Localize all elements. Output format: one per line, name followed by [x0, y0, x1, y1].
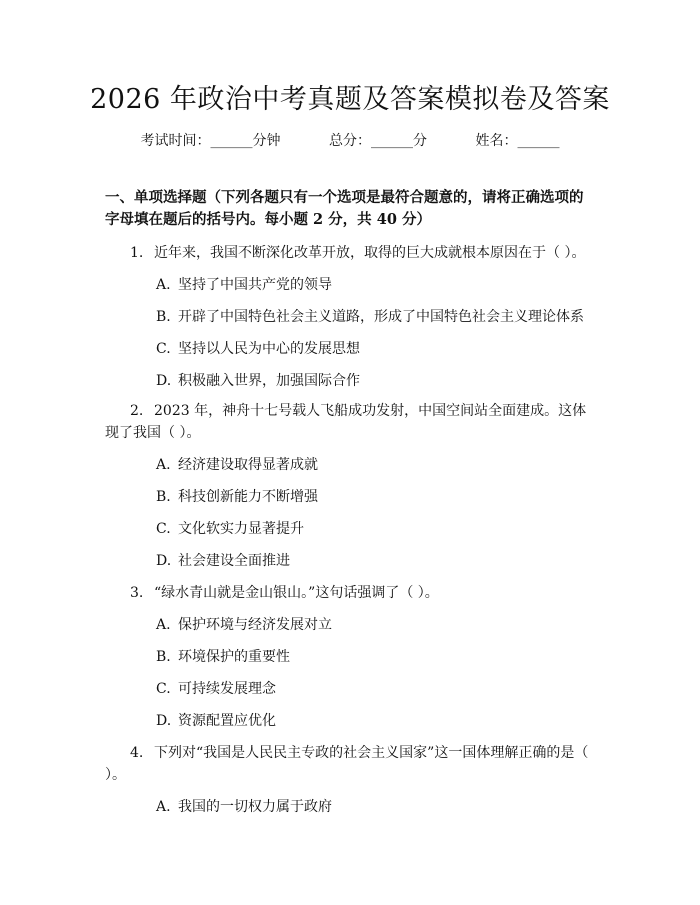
question-2	[105, 400, 593, 444]
option-3b	[156, 646, 596, 668]
question-text: 近年来，我国不断深化改革开放，取得的巨大成就根本原因在于（ ）。	[154, 245, 586, 261]
total-score-field: 总分：______分	[329, 133, 427, 149]
option-text: 坚持了中国共产党的领导	[178, 277, 332, 293]
option-letter: C.	[156, 341, 171, 357]
option-letter: B.	[156, 489, 171, 505]
question-number: 4.	[130, 745, 144, 761]
option-letter: A.	[156, 799, 171, 815]
option-1c	[156, 338, 596, 360]
option-2b	[156, 486, 596, 508]
option-text: 环境保护的重要性	[178, 649, 290, 665]
option-text: 社会建设全面推进	[178, 553, 290, 569]
exam-meta	[0, 130, 700, 152]
question-number: 1.	[130, 245, 144, 261]
option-letter: D.	[156, 553, 172, 569]
option-text: 经济建设取得显著成就	[178, 457, 318, 473]
question-text: “绿水青山就是金山银山。”这句话强调了（ ）。	[154, 585, 439, 601]
option-letter: A.	[156, 457, 171, 473]
question-4	[105, 742, 593, 786]
option-text: 保护环境与经济发展对立	[178, 617, 332, 633]
option-text: 坚持以人民为中心的发展思想	[178, 341, 360, 357]
option-4a	[156, 796, 596, 818]
option-text: 开辟了中国特色社会主义道路，形成了中国特色社会主义理论体系	[178, 309, 584, 325]
question-number: 2.	[130, 403, 144, 419]
option-letter: D.	[156, 373, 172, 389]
option-letter: A.	[156, 617, 171, 633]
question-3	[105, 582, 593, 604]
option-3d	[156, 710, 596, 732]
page-title: 2026 年政治中考真题及答案模拟卷及答案	[90, 84, 610, 115]
option-text: 文化软实力显著提升	[178, 521, 304, 537]
option-2d	[156, 550, 596, 572]
option-letter: B.	[156, 309, 171, 325]
question-text: 下列对“我国是人民民主专政的社会主义国家”这一国体理解正确的是（ ）。	[105, 745, 589, 783]
option-1b	[156, 306, 596, 328]
option-1a	[156, 274, 596, 296]
option-letter: A.	[156, 277, 171, 293]
question-1	[105, 242, 593, 264]
option-text: 资源配置应优化	[178, 713, 276, 729]
section-heading: 一、单项选择题（下列各题只有一个选项是最符合题意的，请将正确选项的字母填在题后的括号内。每小题 2 分，共 40 分）	[105, 189, 584, 228]
option-text: 科技创新能力不断增强	[178, 489, 318, 505]
option-text: 我国的一切权力属于政府	[178, 799, 332, 815]
question-text: 2023 年，神舟十七号载人飞船成功发射，中国空间站全面建成。这体现了我国（ ）。	[105, 403, 587, 441]
option-letter: C.	[156, 681, 171, 697]
option-letter: D.	[156, 713, 172, 729]
exam-time-field: 考试时间：______分钟	[140, 133, 281, 149]
option-1d	[156, 370, 596, 392]
student-name-field: 姓名：______	[475, 133, 560, 149]
option-3c	[156, 678, 596, 700]
option-3a	[156, 614, 596, 636]
option-letter: B.	[156, 649, 171, 665]
question-number: 3.	[130, 585, 144, 601]
option-text: 可持续发展理念	[178, 681, 276, 697]
option-2c	[156, 518, 596, 540]
option-2a	[156, 454, 596, 476]
option-text: 积极融入世界，加强国际合作	[178, 373, 360, 389]
option-letter: C.	[156, 521, 171, 537]
